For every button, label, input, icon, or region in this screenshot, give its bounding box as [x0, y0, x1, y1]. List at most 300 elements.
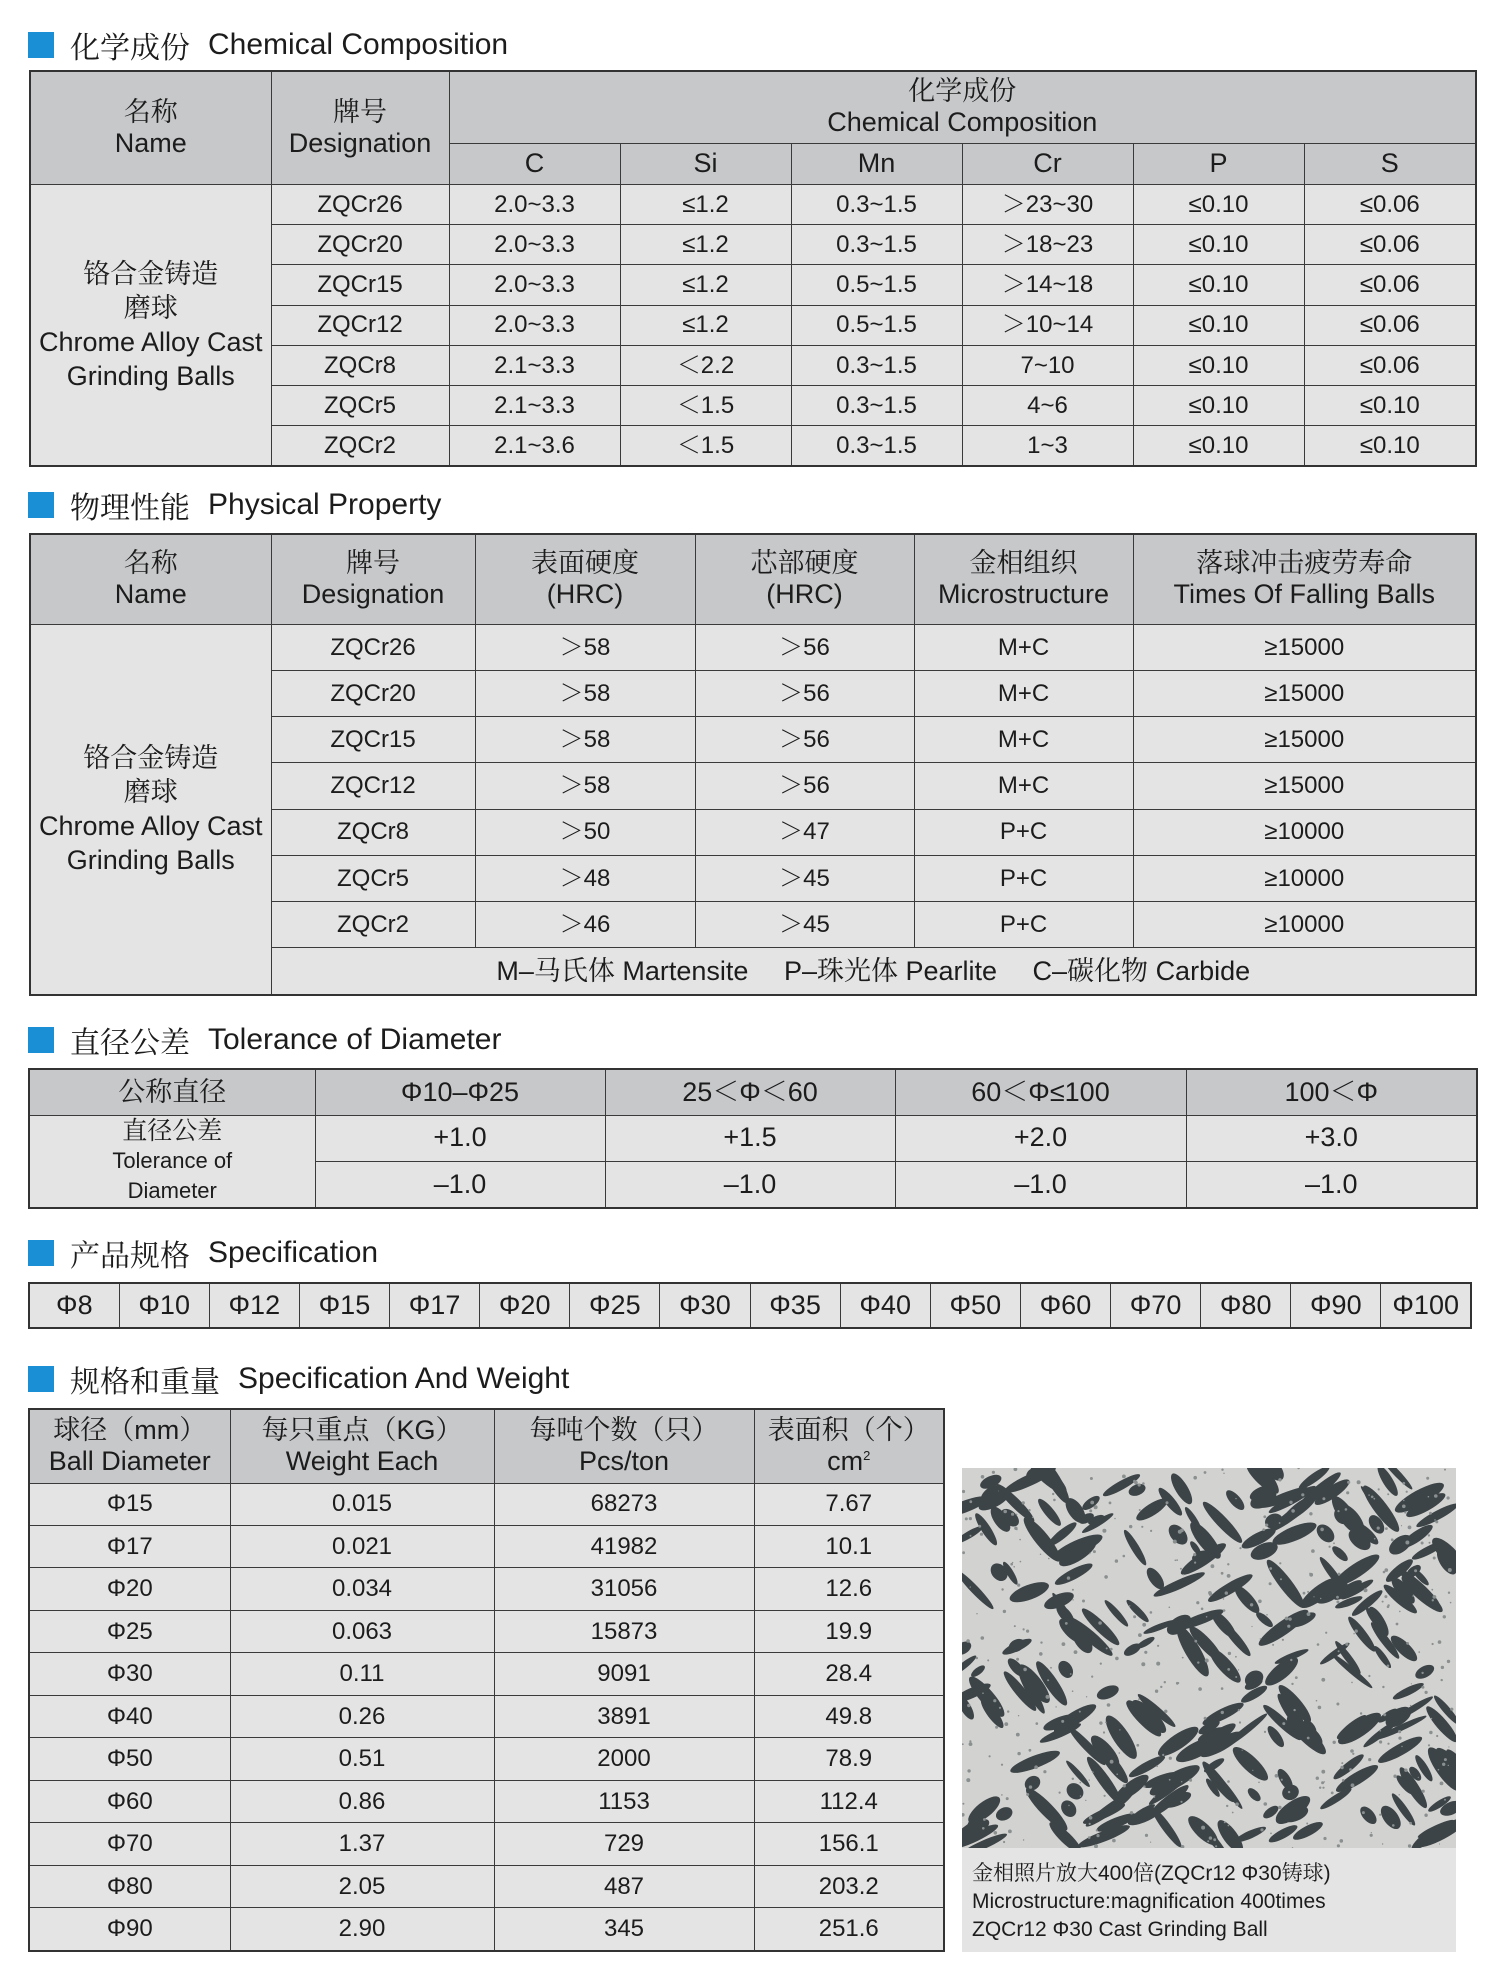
- value-cell: 0.3~1.5: [791, 426, 962, 466]
- matrix-speckle: [1010, 1563, 1013, 1566]
- matrix-speckle: [1364, 1588, 1368, 1592]
- matrix-speckle: [1428, 1744, 1430, 1746]
- matrix-speckle: [1007, 1710, 1009, 1712]
- matrix-speckle: [1221, 1711, 1224, 1714]
- matrix-speckle: [1096, 1829, 1098, 1831]
- value-cell: 0.3~1.5: [791, 225, 962, 265]
- matrix-speckle: [1352, 1753, 1354, 1755]
- table-row: [29, 1283, 1471, 1328]
- matrix-speckle: [1018, 1715, 1019, 1716]
- plus-tolerance-cell: +1.5: [605, 1115, 895, 1161]
- matrix-speckle: [1006, 1797, 1009, 1800]
- matrix-speckle: [1043, 1770, 1046, 1773]
- matrix-speckle: [1368, 1758, 1371, 1761]
- matrix-speckle: [1228, 1652, 1231, 1655]
- value-cell: ≤1.2: [620, 225, 791, 265]
- matrix-speckle: [1362, 1811, 1365, 1814]
- matrix-speckle: [1016, 1733, 1020, 1737]
- matrix-speckle: [993, 1699, 996, 1702]
- grade-cell: ZQCr8: [271, 809, 475, 855]
- matrix-speckle: [1040, 1641, 1042, 1643]
- matrix-speckle: [1384, 1595, 1387, 1598]
- matrix-speckle: [1345, 1643, 1348, 1646]
- matrix-speckle: [1116, 1773, 1118, 1775]
- matrix-speckle: [1438, 1769, 1440, 1771]
- matrix-speckle: [1371, 1832, 1372, 1833]
- matrix-speckle: [1129, 1605, 1130, 1606]
- size-cell: Φ40: [840, 1283, 930, 1328]
- matrix-speckle: [1094, 1505, 1098, 1509]
- matrix-speckle: [1450, 1708, 1453, 1711]
- diameter-cell: Φ25: [29, 1610, 230, 1652]
- matrix-speckle: [969, 1517, 972, 1520]
- table-row: [29, 1780, 944, 1822]
- matrix-speckle: [1373, 1498, 1375, 1500]
- matrix-speckle: [1103, 1731, 1105, 1733]
- table-row: [29, 1738, 944, 1780]
- area-cell: 156.1: [754, 1823, 944, 1865]
- matrix-speckle: [1047, 1679, 1049, 1681]
- matrix-speckle: [1204, 1471, 1207, 1474]
- grade-cell: ZQCr20: [271, 225, 449, 265]
- matrix-speckle: [1435, 1520, 1438, 1523]
- matrix-speckle: [992, 1471, 995, 1474]
- matrix-speckle: [1115, 1657, 1119, 1661]
- matrix-speckle: [1143, 1785, 1145, 1787]
- nominal-diameter-label: 公称直径: [29, 1069, 315, 1115]
- matrix-speckle: [1350, 1749, 1354, 1753]
- matrix-speckle: [1194, 1640, 1197, 1643]
- value-cell: M+C: [914, 763, 1133, 809]
- matrix-speckle: [1450, 1602, 1452, 1604]
- matrix-speckle: [1337, 1510, 1339, 1512]
- value-cell: ＞18~23: [962, 225, 1133, 265]
- matrix-speckle: [1086, 1696, 1087, 1697]
- matrix-speckle: [1280, 1578, 1282, 1580]
- weight-cell: 0.034: [230, 1568, 494, 1610]
- diameter-cell: Φ90: [29, 1908, 230, 1951]
- header-element: P: [1133, 143, 1304, 184]
- value-cell: 2.1~3.3: [449, 345, 620, 385]
- value-cell: 0.5~1.5: [791, 305, 962, 345]
- size-cell: Φ25: [570, 1283, 660, 1328]
- matrix-speckle: [1201, 1608, 1204, 1611]
- matrix-speckle: [1169, 1779, 1171, 1781]
- matrix-speckle: [1349, 1768, 1352, 1771]
- table-row: [29, 1908, 944, 1951]
- matrix-speckle: [1291, 1509, 1295, 1513]
- matrix-speckle: [1322, 1497, 1325, 1500]
- value-cell: M+C: [914, 671, 1133, 717]
- matrix-speckle: [1262, 1528, 1265, 1531]
- value-cell: 4~6: [962, 386, 1133, 426]
- matrix-speckle: [1235, 1498, 1236, 1499]
- matrix-speckle: [1050, 1667, 1052, 1669]
- header-designation: 牌号 Designation: [271, 71, 449, 185]
- matrix-speckle: [1402, 1482, 1405, 1485]
- matrix-speckle: [1055, 1706, 1056, 1707]
- value-cell: ≤0.06: [1304, 345, 1476, 385]
- matrix-speckle: [1320, 1598, 1321, 1599]
- diameter-cell: Φ30: [29, 1653, 230, 1695]
- area-cell: 49.8: [754, 1695, 944, 1737]
- matrix-speckle: [1119, 1729, 1120, 1730]
- heading-en: Chemical Composition: [208, 28, 509, 61]
- value-cell: 7~10: [962, 345, 1133, 385]
- matrix-speckle: [965, 1517, 968, 1520]
- weight-cell: 2.90: [230, 1908, 494, 1951]
- value-cell: ≤0.10: [1304, 426, 1476, 466]
- matrix-speckle: [1001, 1794, 1003, 1796]
- matrix-speckle: [1194, 1562, 1196, 1564]
- matrix-speckle: [976, 1657, 978, 1659]
- matrix-speckle: [1281, 1779, 1283, 1781]
- matrix-speckle: [1048, 1558, 1050, 1560]
- matrix-speckle: [1013, 1566, 1015, 1568]
- product-name-cell: 铬合金铸造 磨球 Chrome Alloy Cast Grinding Balls: [30, 185, 271, 466]
- matrix-speckle: [1429, 1731, 1432, 1734]
- table-row: [29, 1823, 944, 1865]
- grade-cell: ZQCr15: [271, 265, 449, 305]
- matrix-speckle: [1269, 1567, 1272, 1570]
- value-cell: P+C: [914, 809, 1133, 855]
- plus-tolerance-cell: +1.0: [315, 1115, 605, 1161]
- matrix-speckle: [1227, 1574, 1231, 1578]
- matrix-speckle: [1382, 1601, 1384, 1603]
- matrix-speckle: [1404, 1769, 1407, 1772]
- matrix-speckle: [1368, 1675, 1370, 1677]
- grade-cell: ZQCr12: [271, 305, 449, 345]
- matrix-speckle: [1150, 1842, 1151, 1843]
- matrix-speckle: [1110, 1760, 1114, 1764]
- caption-line-zh: 金相照片放大400倍(ZQCr12 Φ30铸球): [972, 1862, 1331, 1885]
- matrix-speckle: [1181, 1781, 1182, 1782]
- value-cell: ＞56: [695, 717, 914, 763]
- matrix-speckle: [1215, 1845, 1217, 1847]
- matrix-speckle: [1258, 1782, 1260, 1784]
- header-weight-each: 每只重点（KG） Weight Each: [230, 1409, 494, 1483]
- matrix-speckle: [1431, 1718, 1433, 1720]
- value-cell: 2.1~3.3: [449, 386, 620, 426]
- matrix-speckle: [1029, 1785, 1032, 1788]
- matrix-speckle: [1387, 1604, 1389, 1606]
- header-name: 名称 Name: [30, 71, 271, 185]
- matrix-speckle: [1130, 1811, 1133, 1814]
- matrix-speckle: [1080, 1782, 1082, 1784]
- diameter-cell: Φ17: [29, 1525, 230, 1567]
- matrix-speckle: [1353, 1633, 1354, 1634]
- matrix-speckle: [967, 1704, 970, 1707]
- matrix-speckle: [1263, 1515, 1266, 1518]
- matrix-speckle: [966, 1778, 970, 1782]
- value-cell: ＜1.5: [620, 386, 791, 426]
- matrix-speckle: [1019, 1539, 1021, 1541]
- header-name: 名称 Name: [30, 534, 271, 624]
- matrix-speckle: [1221, 1687, 1224, 1690]
- matrix-speckle: [1380, 1730, 1382, 1732]
- matrix-speckle: [1129, 1525, 1132, 1528]
- matrix-speckle: [1106, 1647, 1108, 1649]
- matrix-speckle: [1441, 1666, 1444, 1669]
- matrix-speckle: [1176, 1682, 1179, 1685]
- matrix-speckle: [1432, 1643, 1434, 1645]
- matrix-speckle: [1303, 1592, 1306, 1595]
- tolerance-label: 直径公差 Tolerance of Diameter: [29, 1115, 315, 1208]
- matrix-speckle: [1164, 1710, 1167, 1713]
- legend-pearlite: P–珠光体 Pearlite: [783, 955, 998, 986]
- matrix-speckle: [1224, 1821, 1226, 1823]
- value-cell: P+C: [914, 855, 1133, 901]
- value-cell: ＞48: [475, 855, 695, 901]
- matrix-speckle: [1235, 1656, 1237, 1658]
- matrix-speckle: [1169, 1757, 1172, 1760]
- matrix-speckle: [1290, 1659, 1292, 1661]
- matrix-speckle: [1193, 1476, 1197, 1480]
- matrix-speckle: [1316, 1777, 1319, 1780]
- matrix-speckle: [1028, 1509, 1030, 1511]
- matrix-speckle: [1072, 1599, 1073, 1600]
- value-cell: ＞47: [695, 809, 914, 855]
- value-cell: 2.0~3.3: [449, 185, 620, 225]
- pcs-cell: 729: [494, 1823, 754, 1865]
- matrix-speckle: [1291, 1683, 1293, 1685]
- matrix-speckle: [1410, 1705, 1411, 1706]
- matrix-speckle: [1133, 1615, 1136, 1618]
- matrix-speckle: [1374, 1538, 1376, 1540]
- matrix-speckle: [1221, 1469, 1223, 1471]
- matrix-speckle: [1001, 1588, 1003, 1590]
- matrix-speckle: [1288, 1791, 1290, 1793]
- matrix-speckle: [1392, 1824, 1395, 1827]
- pcs-cell: 9091: [494, 1653, 754, 1695]
- matrix-speckle: [1316, 1700, 1318, 1702]
- table-row: [29, 1525, 944, 1567]
- matrix-speckle: [1090, 1477, 1093, 1480]
- grade-cell: ZQCr26: [271, 624, 475, 670]
- header-surface-hardness: 表面硬度 (HRC): [475, 534, 695, 624]
- size-cell: Φ10: [119, 1283, 209, 1328]
- photo-caption: [972, 1860, 1450, 1944]
- matrix-speckle: [1405, 1541, 1409, 1545]
- diameter-cell: Φ20: [29, 1568, 230, 1610]
- matrix-speckle: [1347, 1481, 1350, 1484]
- matrix-speckle: [1264, 1731, 1266, 1733]
- matrix-speckle: [1309, 1573, 1313, 1577]
- matrix-speckle: [1436, 1735, 1438, 1737]
- table-row: [29, 1610, 944, 1652]
- plus-tolerance-cell: +3.0: [1186, 1115, 1477, 1161]
- matrix-speckle: [1141, 1526, 1143, 1528]
- matrix-speckle: [1307, 1737, 1310, 1740]
- weight-cell: 0.063: [230, 1610, 494, 1652]
- matrix-speckle: [1322, 1787, 1324, 1789]
- matrix-speckle: [1139, 1509, 1141, 1511]
- matrix-speckle: [1444, 1469, 1446, 1471]
- matrix-speckle: [1239, 1547, 1241, 1549]
- matrix-speckle: [1383, 1713, 1386, 1716]
- matrix-speckle: [1440, 1782, 1444, 1786]
- matrix-speckle: [1306, 1823, 1308, 1825]
- matrix-speckle: [1052, 1493, 1054, 1495]
- size-cell: Φ17: [390, 1283, 480, 1328]
- matrix-speckle: [1102, 1529, 1106, 1533]
- matrix-speckle: [1114, 1518, 1115, 1519]
- diameter-cell: Φ50: [29, 1738, 230, 1780]
- matrix-speckle: [1154, 1796, 1156, 1798]
- matrix-speckle: [1155, 1690, 1158, 1693]
- grade-cell: ZQCr8: [271, 345, 449, 385]
- value-cell: ≤0.10: [1133, 345, 1304, 385]
- matrix-speckle: [1321, 1678, 1325, 1682]
- matrix-speckle: [1399, 1794, 1400, 1795]
- value-cell: ＞58: [475, 624, 695, 670]
- physical-property-table: [29, 533, 1477, 996]
- value-cell: ≥10000: [1133, 902, 1476, 948]
- pcs-cell: 2000: [494, 1738, 754, 1780]
- matrix-speckle: [1091, 1676, 1093, 1678]
- matrix-speckle: [1142, 1482, 1145, 1485]
- matrix-speckle: [1351, 1783, 1355, 1787]
- matrix-speckle: [1228, 1825, 1230, 1827]
- matrix-speckle: [1275, 1774, 1279, 1778]
- matrix-speckle: [1409, 1822, 1412, 1825]
- weight-cell: 0.11: [230, 1653, 494, 1695]
- matrix-speckle: [1408, 1844, 1411, 1847]
- area-cell: 7.67: [754, 1483, 944, 1525]
- matrix-speckle: [1162, 1754, 1164, 1756]
- header-microstructure: 金相组织 Microstructure: [914, 534, 1133, 624]
- matrix-speckle: [1023, 1628, 1025, 1630]
- matrix-speckle: [1061, 1720, 1064, 1723]
- matrix-speckle: [1156, 1765, 1158, 1767]
- grade-cell: ZQCr15: [271, 717, 475, 763]
- matrix-speckle: [1205, 1659, 1209, 1663]
- matrix-speckle: [1223, 1598, 1224, 1599]
- matrix-speckle: [1340, 1766, 1343, 1769]
- matrix-speckle: [1324, 1781, 1325, 1782]
- minus-tolerance-cell: –1.0: [605, 1161, 895, 1208]
- matrix-speckle: [1447, 1496, 1450, 1499]
- matrix-speckle: [1418, 1651, 1420, 1653]
- matrix-speckle: [1100, 1663, 1102, 1665]
- header-chem-group: 化学成份 Chemical Composition: [449, 71, 1476, 143]
- value-cell: ≤1.2: [620, 305, 791, 345]
- matrix-speckle: [1074, 1650, 1078, 1654]
- matrix-speckle: [1387, 1493, 1389, 1495]
- matrix-speckle: [1264, 1802, 1268, 1806]
- matrix-speckle: [1079, 1711, 1081, 1713]
- matrix-speckle: [1014, 1625, 1016, 1627]
- matrix-speckle: [1144, 1651, 1147, 1654]
- range-cell: 60＜Φ≤100: [895, 1069, 1186, 1115]
- matrix-speckle: [1325, 1632, 1327, 1634]
- section-heading-specification: [28, 1233, 378, 1273]
- matrix-speckle: [1447, 1660, 1450, 1663]
- matrix-speckle: [1223, 1609, 1226, 1612]
- matrix-speckle: [1323, 1837, 1326, 1840]
- matrix-speckle: [1402, 1505, 1406, 1509]
- section-marker-icon: [28, 492, 54, 518]
- matrix-speckle: [1133, 1480, 1136, 1483]
- value-cell: ≤0.10: [1133, 426, 1304, 466]
- value-cell: ≥10000: [1133, 809, 1476, 855]
- matrix-speckle: [962, 1490, 965, 1493]
- matrix-speckle: [1157, 1645, 1159, 1647]
- matrix-speckle: [1072, 1589, 1074, 1591]
- matrix-speckle: [976, 1613, 977, 1614]
- matrix-speckle: [1341, 1762, 1343, 1764]
- table-row: [30, 624, 1476, 670]
- matrix-speckle: [1309, 1512, 1312, 1515]
- matrix-speckle: [1251, 1626, 1252, 1627]
- matrix-speckle: [1180, 1529, 1184, 1533]
- value-cell: ＞58: [475, 671, 695, 717]
- plus-tolerance-cell: +2.0: [895, 1115, 1186, 1161]
- matrix-speckle: [995, 1726, 998, 1729]
- header-element: S: [1304, 143, 1476, 184]
- heading-zh: 直径公差: [70, 1027, 190, 1060]
- matrix-speckle: [1110, 1648, 1113, 1651]
- matrix-speckle: [1164, 1681, 1166, 1683]
- matrix-speckle: [1089, 1779, 1090, 1780]
- pcs-cell: 15873: [494, 1610, 754, 1652]
- value-cell: ≥15000: [1133, 763, 1476, 809]
- matrix-speckle: [1434, 1519, 1436, 1521]
- matrix-speckle: [1136, 1744, 1139, 1747]
- matrix-speckle: [1014, 1527, 1017, 1530]
- header-pcs-per-ton: 每吨个数（只） Pcs/ton: [494, 1409, 754, 1483]
- matrix-speckle: [1421, 1686, 1424, 1689]
- value-cell: ≤0.10: [1133, 265, 1304, 305]
- diameter-cell: Φ40: [29, 1695, 230, 1737]
- matrix-speckle: [1401, 1525, 1402, 1526]
- value-cell: ＞58: [475, 717, 695, 763]
- section-marker-icon: [28, 1027, 54, 1053]
- matrix-speckle: [1448, 1592, 1450, 1594]
- matrix-speckle: [1282, 1639, 1284, 1641]
- matrix-speckle: [1017, 1584, 1020, 1587]
- pcs-cell: 345: [494, 1908, 754, 1951]
- matrix-speckle: [1062, 1642, 1066, 1646]
- weight-cell: 0.26: [230, 1695, 494, 1737]
- matrix-speckle: [1070, 1673, 1072, 1675]
- heading-en: Specification And Weight: [238, 1362, 570, 1395]
- matrix-speckle: [1333, 1741, 1336, 1744]
- matrix-speckle: [1287, 1625, 1290, 1628]
- matrix-speckle: [1377, 1527, 1380, 1530]
- matrix-speckle: [1036, 1722, 1039, 1725]
- matrix-speckle: [1370, 1834, 1373, 1837]
- matrix-speckle: [1123, 1784, 1126, 1787]
- matrix-speckle: [1260, 1638, 1262, 1640]
- matrix-speckle: [1317, 1643, 1320, 1646]
- header-surface-area: 表面积（个） $cm^2$: [754, 1409, 944, 1483]
- diameter-cell: Φ80: [29, 1865, 230, 1907]
- matrix-speckle: [1441, 1679, 1443, 1681]
- matrix-speckle: [1321, 1770, 1325, 1774]
- matrix-speckle: [967, 1769, 970, 1772]
- diameter-cell: Φ60: [29, 1780, 230, 1822]
- value-cell: ＞46: [475, 902, 695, 948]
- matrix-speckle: [1387, 1665, 1390, 1668]
- matrix-speckle: [1336, 1703, 1339, 1706]
- section-heading-tolerance: [28, 1020, 501, 1060]
- matrix-speckle: [1115, 1559, 1118, 1562]
- matrix-speckle: [1169, 1607, 1171, 1609]
- section-heading-chemical: [28, 25, 508, 65]
- value-cell: 0.5~1.5: [791, 265, 962, 305]
- matrix-speckle: [1412, 1595, 1414, 1597]
